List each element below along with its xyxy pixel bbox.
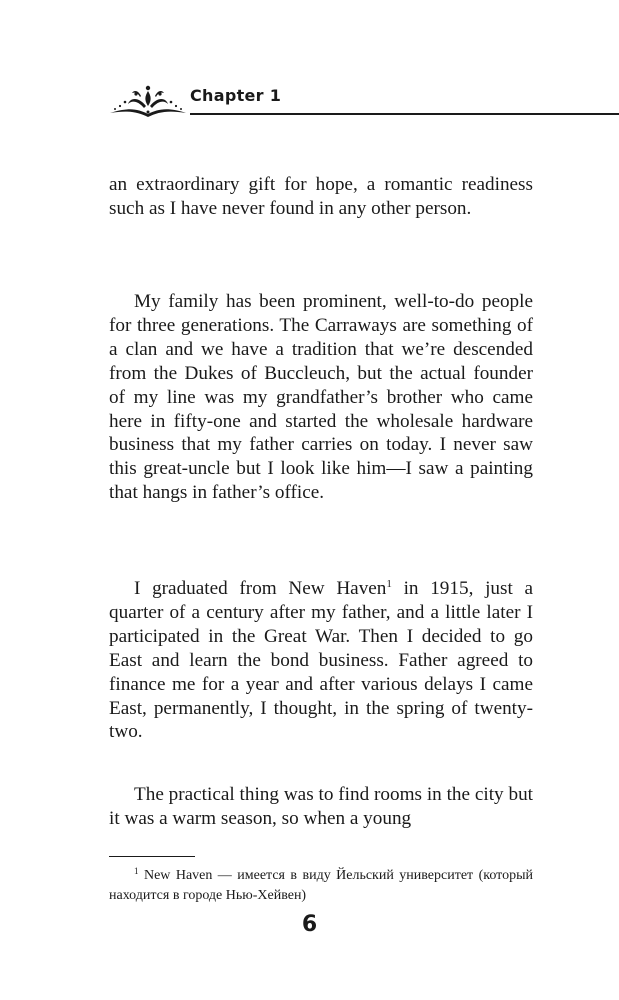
footnote-reference: 1: [386, 578, 392, 590]
footnote: [109, 862, 533, 905]
chapter-header: [108, 82, 619, 122]
page-number: 6: [301, 912, 318, 937]
paragraph-3: [109, 573, 533, 744]
footnote-text: New Haven — имеется в виду Йельский университет (который находится в городе Нью-Хейвен): [109, 868, 534, 903]
paragraph-4: The practical thing was to find rooms in the city but it was a warm season, so when a young: [109, 784, 533, 829]
footnote-rule: [109, 856, 195, 857]
paragraph-1: an extraordinary gift for hope, a romantic readiness such as I have never found in any other person.: [109, 174, 533, 219]
chapter-title: Chapter 1: [190, 86, 282, 105]
paragraph-2: My family has been prominent, well-to-do people for three generations. The Carraways are something of a clan and we have a tradition that we’re descended from the Dukes of Buccleuch, but the actual founder of my line was my grandfather’s brother who came here in fifty-one and started the wholesale hardware business that my father carries on today. I never saw this great-uncle but I look like him—I saw a painting that hangs in father’s office.: [109, 291, 533, 504]
paragraph-3-end: in 1915, just a quarter of a century after my father, and a little later I participated in the Great War. Then I decided to go East and learn the bond business. Father agreed to finance me for a year and after various delays I came East, permanently, I thought, in the spring of twenty-two.: [109, 578, 533, 743]
footnote-marker: 1: [134, 866, 139, 876]
paragraph-3-start: I graduated from New Haven: [134, 578, 387, 599]
flourish-ornament-icon: [108, 82, 188, 118]
header-rule: [190, 113, 619, 115]
